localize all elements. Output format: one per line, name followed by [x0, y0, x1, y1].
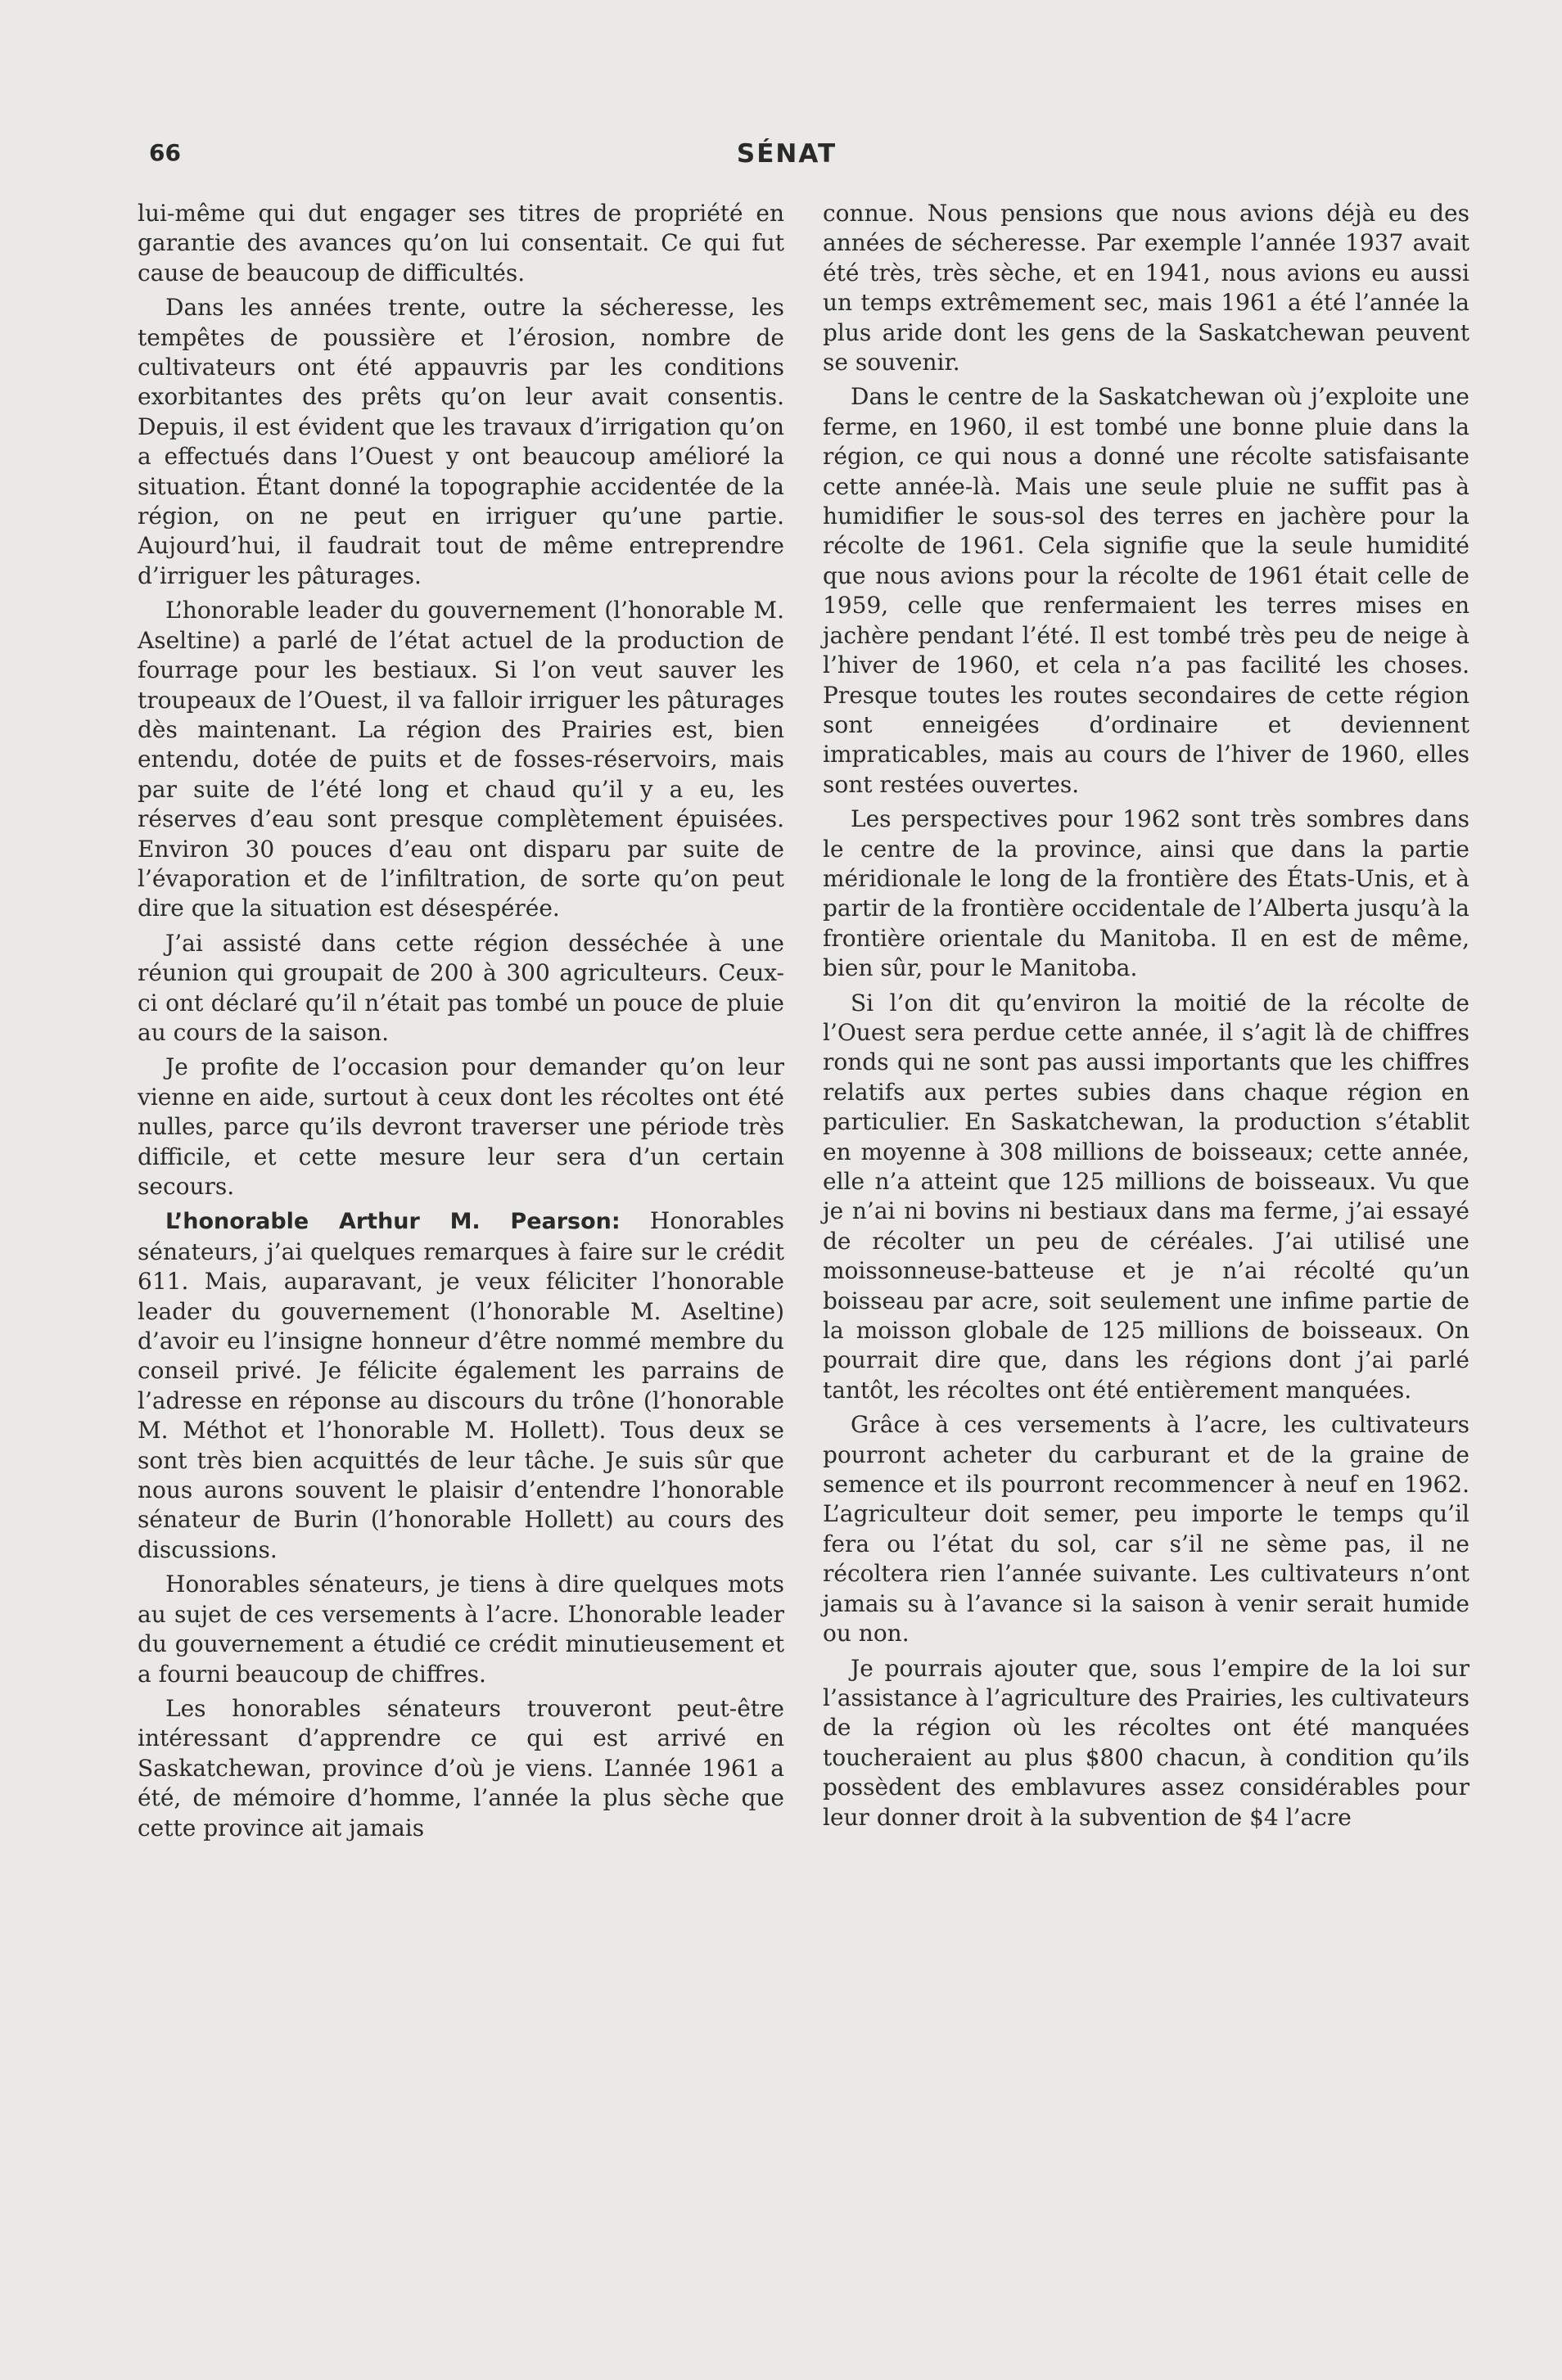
- paragraph: Les honorables sénateurs trouveront peut-être intéressant d’apprendre ce qui est arrivé en Saskatchewan, province d’où je viens. L’année 1961 a été, de mémoire d’homme, l’année la plus sèche que cette province ait jamais: [138, 1694, 784, 1841]
- paragraph: Les perspectives pour 1962 sont très sombres dans le centre de la province, ainsi que dans la partie méridionale le long de la frontière des États-Unis, et à partir de la frontière occidentale de l’Alberta jusqu’à la frontière orientale du Manitoba. Il en est de même, bien sûr, pour le Manitoba.: [823, 805, 1469, 982]
- paragraph: J’ai assisté dans cette région desséchée à une réunion qui groupait de 200 à 300 agriculteurs. Ceux-ci ont déclaré qu’il n’était pas tombé un pouce de pluie au cours de la saison.: [138, 929, 784, 1046]
- speech-paragraph: [138, 1206, 784, 1565]
- paragraph: Si l’on dit qu’environ la moitié de la récolte de l’Ouest sera perdue cette année, il s’agit là de chiffres ronds qui ne sont pas aussi importants que les chiffres relatifs aux pertes subies dans chaque région en particulier. En Saskatchewan, la production s’établit en moyenne à 308 millions de boisseaux; cette année, elle n’a atteint que 125 millions de boisseaux. Vu que je n’ai ni bovins ni bestiaux dans ma ferme, j’ai essayé de récolter un peu de céréales. J’ai utilisé une moissonneuse-batteuse et je n’ai récolté qu’un boisseau par acre, soit seulement une infime partie de la moisson globale de 125 millions de boisseaux. On pourrait dire que, dans les régions dont j’ai parlé tantôt, les récoltes ont été entièrement manquées.: [823, 989, 1469, 1404]
- right-column: [823, 199, 1469, 1837]
- page-header: [149, 139, 1424, 172]
- paragraph: Dans le centre de la Saskatchewan où j’exploite une ferme, en 1960, il est tombé une bonne pluie dans la région, ce qui nous a donné une récolte satisfaisante cette année-là. Mais une seule pluie ne suffit pas à humidifier le sous-sol des terres en jachère pour la récolte de 1961. Cela signifie que la seule humidité que nous avions pour la récolte de 1961 était celle de 1959, celle que renfermaient les terres mises en jachère pendant l’été. Il est tombé très peu de neige à l’hiver de 1960, et cela n’a pas facilité les choses. Presque toutes les routes secondaires de cette région sont enneigées d’ordinaire et deviennent impraticables, mais au cours de l’hiver de 1960, elles sont restées ouvertes.: [823, 383, 1469, 798]
- left-column: [138, 199, 784, 1848]
- page-number: 66: [149, 139, 181, 166]
- paragraph: Je profite de l’occasion pour demander qu’on leur vienne en aide, surtout à ceux dont les récoltes ont été nulles, parce qu’ils devront traverser une période très difficile, et cette mesure leur sera d’un certain secours.: [138, 1053, 784, 1200]
- paragraph: Grâce à ces versements à l’acre, les cultivateurs pourront acheter du carburant et de la graine de semence et ils pourront recommencer à neuf en 1962. L’agriculteur doit semer, peu importe le temps qu’il fera ou l’état du sol, car s’il ne sème pas, il ne récoltera rien l’année suivante. Les cultivateurs n’ont jamais su à l’avance si la saison à venir serait humide ou non.: [823, 1411, 1469, 1648]
- running-title: SÉNAT: [736, 139, 837, 169]
- paragraph: connue. Nous pensions que nous avions déjà eu des années de sécheresse. Par exemple l’année 1937 avait été très, très sèche, et en 1941, nous avions eu aussi un temps extrêmement sec, mais 1961 a été l’année la plus aride dont les gens de la Saskatchewan peuvent se souvenir.: [823, 200, 1469, 376]
- paragraph: L’honorable leader du gouvernement (l’honorable M. Aseltine) a parlé de l’état actuel de la production de fourrage pour les bestiaux. Si l’on veut sauver les troupeaux de l’Ouest, il va falloir irriguer les pâturages dès maintenant. La région des Prairies est, bien entendu, dotée de puits et de fosses-réservoirs, mais par suite de l’été long et chaud qu’il y a eu, les réserves d’eau sont presque complètement épuisées. Environ 30 pouces d’eau ont disparu par suite de l’évaporation et de l’infiltration, de sorte qu’on peut dire que la situation est désespérée.: [138, 597, 784, 922]
- paragraph: Honorables sénateurs, je tiens à dire quelques mots au sujet de ces versements à l’acre. L’honorable leader du gouvernement a étudié ce crédit minutieusement et a fourni beaucoup de chiffres.: [138, 1571, 784, 1688]
- paragraph: Je pourrais ajouter que, sous l’empire de la loi sur l’assistance à l’agriculture des Prairies, les cultivateurs de la région où les récoltes ont été manquées toucheraient au plus $800 chacun, à condition qu’ils possèdent des emblavures assez considérables pour leur donner droit à la subvention de $4 l’acre: [823, 1654, 1469, 1831]
- speech-text: Honorables sénateurs, j’ai quelques remarques à faire sur le crédit 611. Mais, auparavant, je veux féliciter l’honorable leader du gouvernement (l’honorable M. Aseltine) d’avoir eu l’insigne honneur d’être nommé membre du conseil privé. Je félicite également les parrains de l’adresse en réponse au discours du trône (l’honorable M. Méthot et l’honorable M. Hollett). Tous deux se sont très bien acquittés de leur tâche. Je suis sûr que nous aurons souvent le plaisir d’entendre l’honorable sénateur de Burin (l’honorable Hollett) au cours des discussions.: [138, 1207, 784, 1563]
- paragraph: lui-même qui dut engager ses titres de propriété en garantie des avances qu’on lui consentait. Ce qui fut cause de beaucoup de difficultés.: [138, 200, 784, 286]
- paragraph: Dans les années trente, outre la sécheresse, les tempêtes de poussière et l’érosion, nombre de cultivateurs ont été appauvris par les conditions exorbitantes des prêts qu’on leur avait consentis. Depuis, il est évident que les travaux d’irrigation qu’on a effectués dans l’Ouest y ont beaucoup amélioré la situation. Étant donné la topographie accidentée de la région, on ne peut en irriguer qu’une partie. Aujourd’hui, il faudrait tout de même entreprendre d’irriguer les pâturages.: [138, 294, 784, 589]
- speaker-name: L’honorable Arthur M. Pearson:: [165, 1209, 621, 1235]
